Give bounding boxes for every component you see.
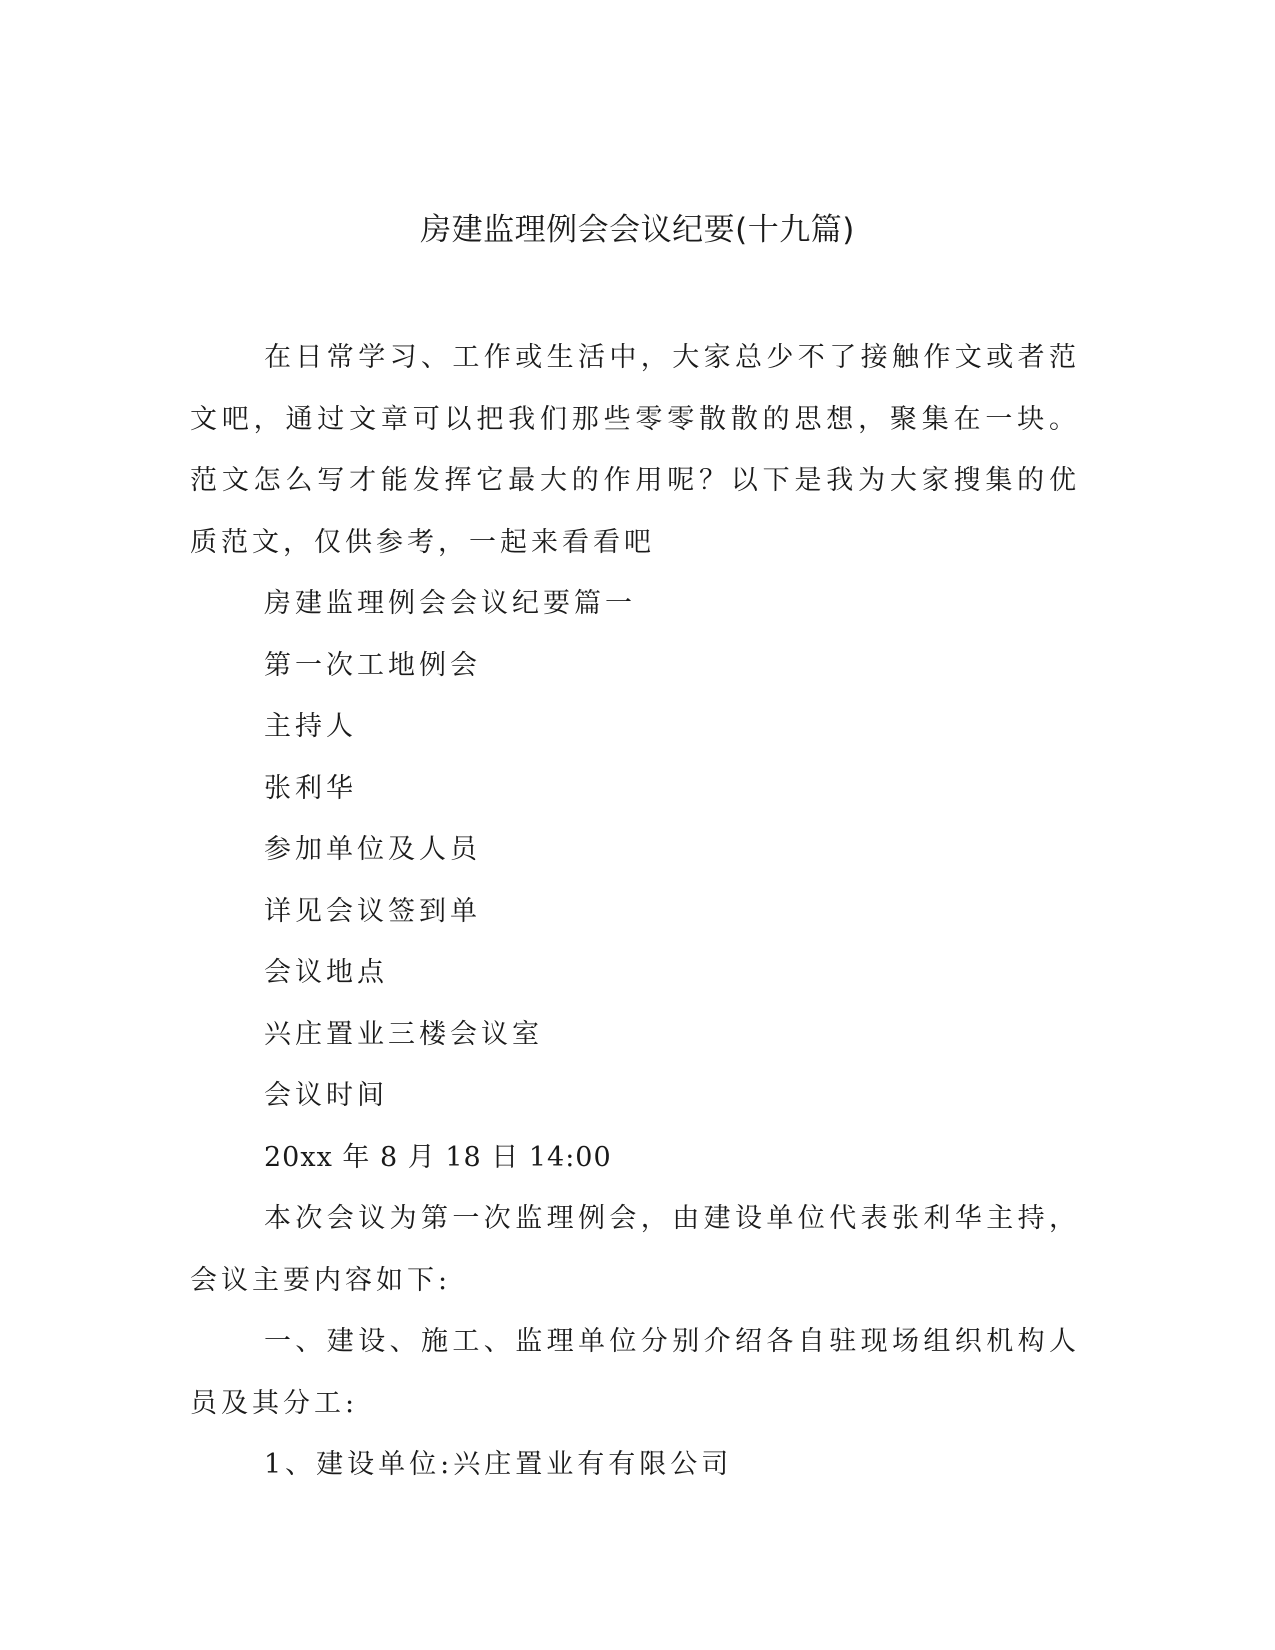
host-label: 主持人	[264, 711, 357, 742]
attendees-label: 参加单位及人员	[264, 834, 481, 865]
attendees-value: 详见会议签到单	[264, 895, 481, 927]
time-label: 会议时间	[264, 1080, 388, 1111]
host-name: 张利华	[264, 772, 357, 804]
time-value: 20xx 年 8 月 18 日 14:00	[264, 1141, 612, 1173]
item-one-paragraph: 一、建设、施工、监理单位分别介绍各自驻现场组织机构人员及其分工:	[190, 1326, 1080, 1419]
location-value: 兴庄置业三楼会议室	[264, 1018, 543, 1050]
construction-unit-line: 1、建设单位:兴庄置业有有限公司	[264, 1449, 733, 1480]
location-label: 会议地点	[264, 957, 388, 988]
section-heading: 房建监理例会会议纪要篇一	[264, 588, 636, 619]
meeting-name: 第一次工地例会	[264, 649, 481, 681]
document-title: 房建监理例会会议纪要(十九篇)	[420, 212, 855, 248]
intro-paragraph: 在日常学习、工作或生活中，大家总少不了接触作文或者范文吧，通过文章可以把我们那些零零散散的思想，聚集在一块。范文怎么写才能发挥它最大的作用呢？以下是我为大家搜集的优质范文，仅供参考，一起来看看吧	[190, 342, 1080, 558]
meeting-summary-paragraph: 本次会议为第一次监理例会，由建设单位代表张利华主持，会议主要内容如下:	[190, 1203, 1080, 1296]
document-body	[190, 327, 1080, 1496]
